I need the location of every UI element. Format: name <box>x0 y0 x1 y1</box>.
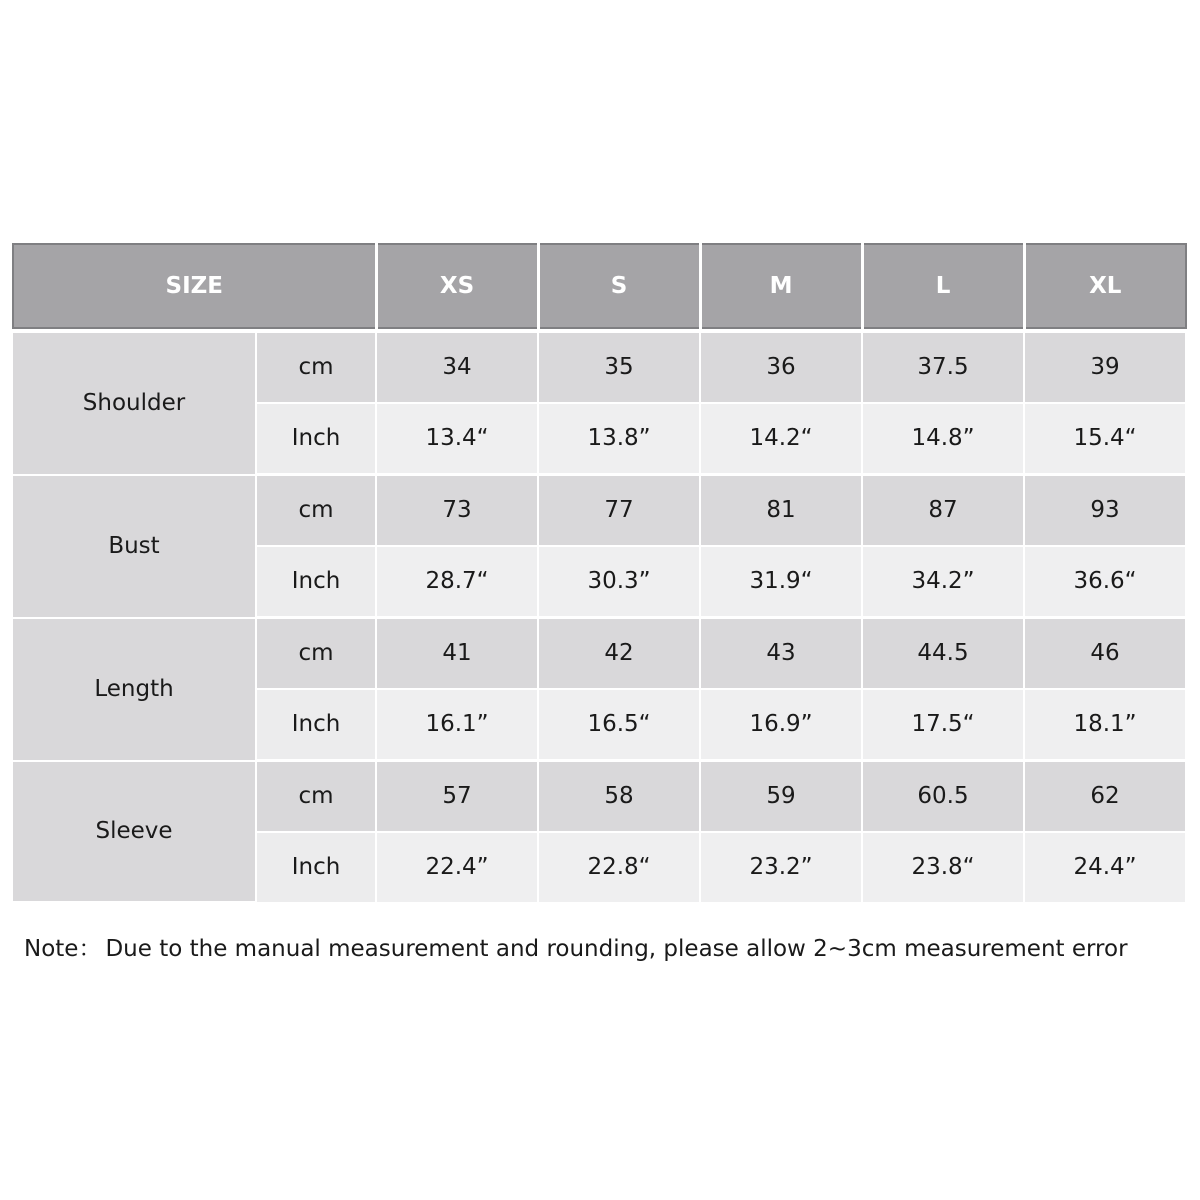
table-cell: 77 <box>538 475 700 547</box>
size-chart-header <box>13 244 1186 333</box>
table-cell: 18.1” <box>1024 689 1186 761</box>
table-row-shoulder-cm <box>13 333 1186 403</box>
unit-label-cm: cm <box>256 333 376 403</box>
note-label: Note： <box>24 936 102 962</box>
header-row <box>13 244 1186 328</box>
table-cell: 39 <box>1024 333 1186 403</box>
size-m-header: M <box>700 244 862 328</box>
table-cell: 35 <box>538 333 700 403</box>
table-cell: 15.4“ <box>1024 403 1186 475</box>
measurement-note <box>24 930 1184 963</box>
table-cell: 16.9” <box>700 689 862 761</box>
size-chart-body <box>13 333 1186 902</box>
unit-label-inch: Inch <box>256 689 376 761</box>
table-cell: 81 <box>700 475 862 547</box>
note-text: Due to the manual measurement and rounding, please allow 2~3cm measurement error <box>105 936 1128 962</box>
table-cell: 36 <box>700 333 862 403</box>
unit-label-inch: Inch <box>256 832 376 902</box>
unit-label-cm: cm <box>256 618 376 690</box>
table-cell: 28.7“ <box>376 546 538 618</box>
measure-label-bust: Bust <box>13 475 256 618</box>
table-cell: 23.2” <box>700 832 862 902</box>
table-cell: 58 <box>538 761 700 833</box>
size-xs-header: XS <box>376 244 538 328</box>
measure-label-shoulder: Shoulder <box>13 333 256 475</box>
table-row-bust-cm <box>13 475 1186 547</box>
table-cell: 14.2“ <box>700 403 862 475</box>
table-cell: 44.5 <box>862 618 1024 690</box>
table-cell: 13.4“ <box>376 403 538 475</box>
table-cell: 31.9“ <box>700 546 862 618</box>
table-cell: 43 <box>700 618 862 690</box>
table-cell: 22.4” <box>376 832 538 902</box>
table-cell: 14.8” <box>862 403 1024 475</box>
table-cell: 62 <box>1024 761 1186 833</box>
size-s-header: S <box>538 244 700 328</box>
table-cell: 41 <box>376 618 538 690</box>
table-cell: 22.8“ <box>538 832 700 902</box>
measure-label-sleeve: Sleeve <box>13 761 256 903</box>
unit-label-inch: Inch <box>256 403 376 475</box>
table-cell: 24.4” <box>1024 832 1186 902</box>
table-cell: 60.5 <box>862 761 1024 833</box>
size-xl-header: XL <box>1024 244 1186 328</box>
table-row-length-cm <box>13 618 1186 690</box>
unit-label-inch: Inch <box>256 546 376 618</box>
table-cell: 16.5“ <box>538 689 700 761</box>
table-cell: 17.5“ <box>862 689 1024 761</box>
table-cell: 73 <box>376 475 538 547</box>
table-cell: 57 <box>376 761 538 833</box>
table-cell: 93 <box>1024 475 1186 547</box>
table-cell: 34 <box>376 333 538 403</box>
table-cell: 16.1” <box>376 689 538 761</box>
size-l-header: L <box>862 244 1024 328</box>
table-cell: 23.8“ <box>862 832 1024 902</box>
table-cell: 34.2” <box>862 546 1024 618</box>
table-cell: 30.3” <box>538 546 700 618</box>
unit-label-cm: cm <box>256 761 376 833</box>
unit-label-cm: cm <box>256 475 376 547</box>
table-cell: 42 <box>538 618 700 690</box>
table-cell: 13.8” <box>538 403 700 475</box>
size-column-header: SIZE <box>13 244 376 328</box>
size-chart-table <box>12 243 1187 903</box>
table-cell: 46 <box>1024 618 1186 690</box>
table-cell: 87 <box>862 475 1024 547</box>
measure-label-length: Length <box>13 618 256 761</box>
table-cell: 36.6“ <box>1024 546 1186 618</box>
table-row-sleeve-cm <box>13 761 1186 833</box>
table-cell: 59 <box>700 761 862 833</box>
table-cell: 37.5 <box>862 333 1024 403</box>
